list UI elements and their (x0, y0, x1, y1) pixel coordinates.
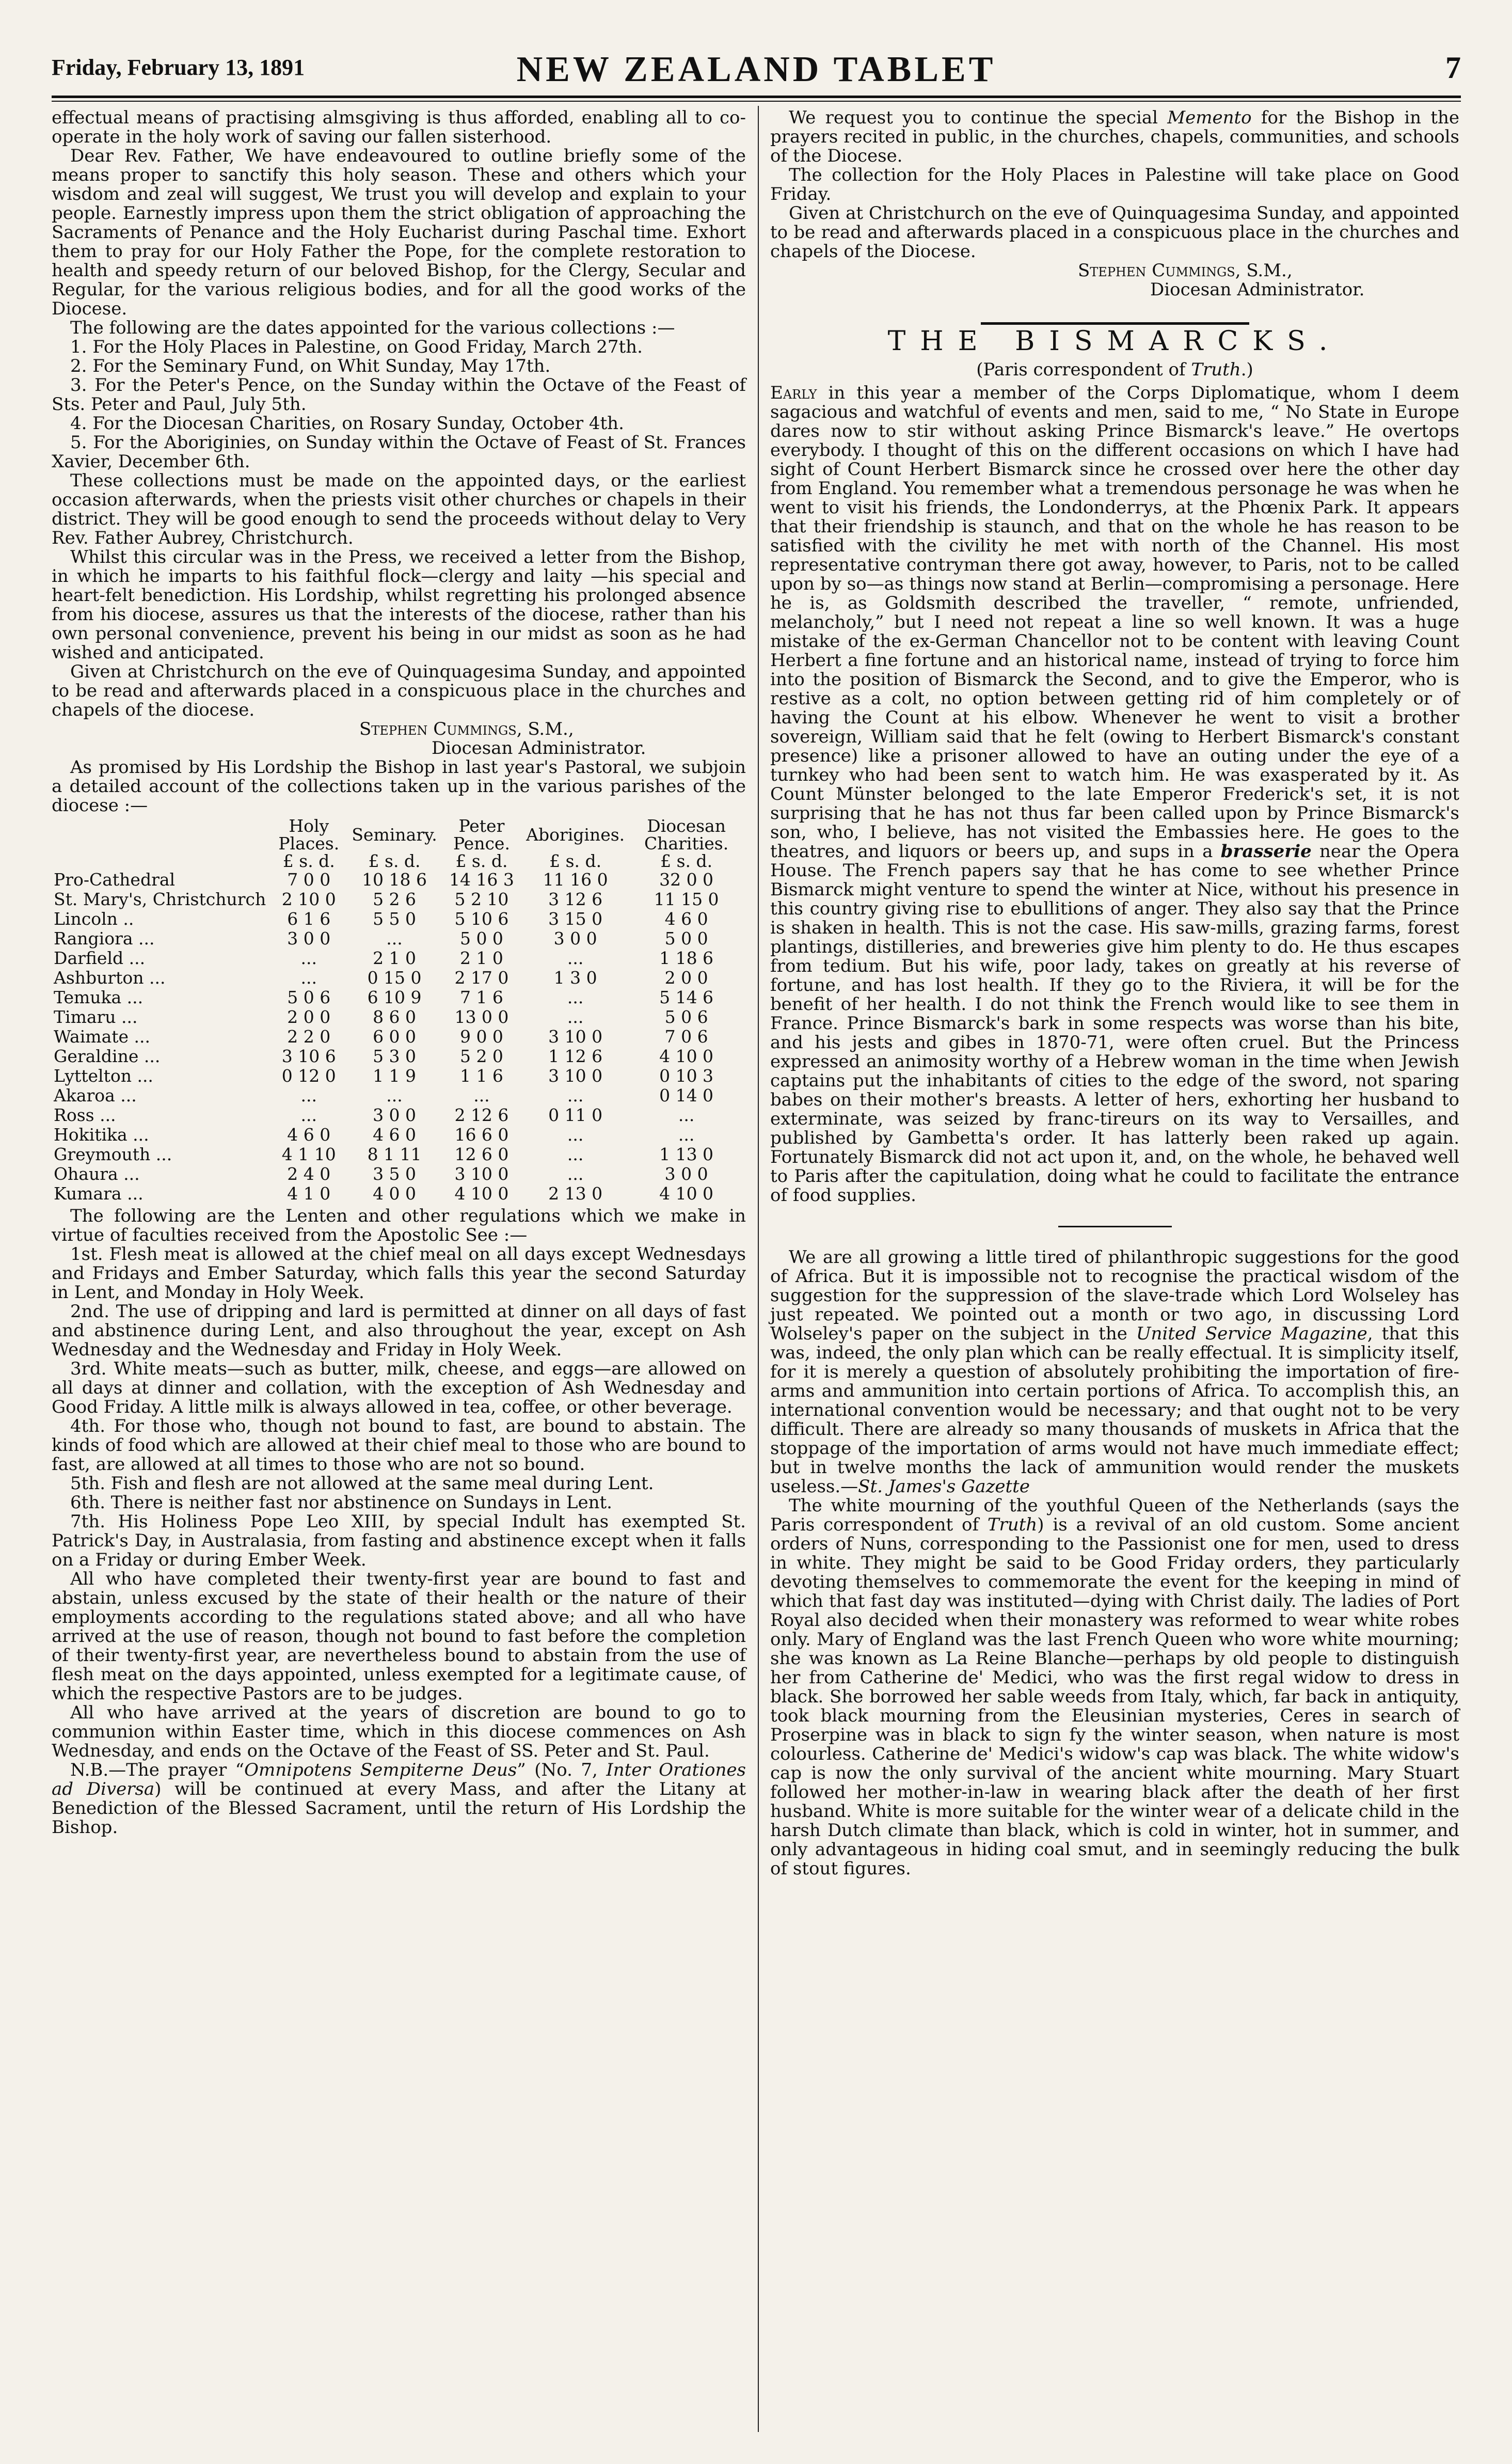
parish-name: Rangiora ... (54, 928, 155, 949)
table-row (52, 890, 746, 909)
collection-amount: 16 6 0 (454, 1125, 509, 1145)
right-column (770, 108, 1459, 1878)
collection-amount: 0 11 0 (548, 1105, 603, 1125)
currency-unit: £ s. d. (549, 851, 602, 871)
collection-amount: 2 13 0 (548, 1183, 603, 1204)
collection-amount: 2 4 0 (287, 1164, 331, 1184)
collection-amount: 0 15 0 (367, 968, 422, 988)
collection-amount: 1 1 9 (373, 1066, 417, 1086)
parish-name: Darfield ... (54, 948, 146, 968)
table-row (52, 968, 746, 988)
collection-amount: 6 10 9 (367, 987, 422, 1007)
collection-amount: 4 1 10 (281, 1144, 336, 1164)
table-header: Holy Places. (278, 816, 340, 854)
column-divider (758, 106, 759, 2432)
collection-amount: 9 0 0 (459, 1026, 503, 1047)
collection-amount: ... (473, 1085, 490, 1105)
collection-amount: ... (300, 948, 317, 968)
currency-unit: £ s. d. (660, 851, 713, 871)
collection-amount: 5 0 0 (459, 928, 503, 949)
table-row (52, 1047, 746, 1066)
collection-amount: 3 15 0 (548, 909, 603, 929)
collection-amount: 1 1 6 (459, 1066, 503, 1086)
page-header (52, 49, 1461, 96)
currency-unit: £ s. d. (455, 851, 508, 871)
table-row (52, 1125, 746, 1145)
collection-amount: 13 0 0 (454, 1007, 509, 1027)
collection-amount: 3 0 0 (664, 1164, 708, 1184)
signature-title: Diocesan Administrator. (1150, 279, 1365, 300)
collection-amount: ... (567, 987, 584, 1007)
collection-amount: 4 1 0 (287, 1183, 331, 1204)
table-row (52, 1007, 746, 1027)
section-rule-short (1058, 1226, 1172, 1227)
parish-name: Lyttelton ... (54, 1066, 153, 1086)
collection-amount: ... (678, 1105, 695, 1125)
collection-amount: 3 10 0 (548, 1066, 603, 1086)
collection-amount: 3 5 0 (373, 1164, 417, 1184)
collection-amount: 5 3 0 (373, 1046, 417, 1066)
collection-amount: ... (386, 1085, 403, 1105)
collection-amount: 1 13 0 (659, 1144, 714, 1164)
collection-amount: 2 17 0 (454, 968, 509, 988)
collection-amount: 3 0 0 (553, 928, 597, 949)
parish-name: Ashburton ... (54, 968, 166, 988)
parish-name: Lincoln .. (54, 909, 134, 929)
collection-amount: 4 6 0 (664, 909, 708, 929)
table-row (52, 1027, 746, 1047)
table-row (52, 909, 746, 929)
table-header: Aborigines. (526, 825, 625, 845)
parish-name: Akaroa ... (54, 1085, 137, 1105)
parish-name: Hokitika ... (54, 1125, 149, 1145)
masthead-title: NEW ZEALAND TABLET (516, 50, 996, 89)
regulation: 4th. For those who, though not bound to fast, are bound to abstain. The kinds of food which are allowed at their chief meal to those who are bound to fast, are allowed at all times to those who are not so bound. (52, 1416, 746, 1475)
regulation: 1st. Flesh meat is allowed at the chief meal on all days except Wednesdays and Fridays and Ember Saturday, which falls this year the second Saturday in Lent, and Monday in Holy Week. (52, 1244, 746, 1303)
collection-date-item: 2. For the Seminary Fund, on Whit Sunday, May 17th. (70, 356, 551, 376)
collection-amount: 3 0 0 (287, 928, 331, 949)
table-row (52, 1184, 746, 1204)
collection-amount: 3 10 0 (454, 1164, 509, 1184)
byline: (Paris correspondent of Truth.) (976, 359, 1253, 380)
article-title: THE BISMARCKS. (887, 326, 1342, 357)
collection-amount: ... (567, 1125, 584, 1145)
collection-amount: 0 12 0 (281, 1066, 336, 1086)
regulation: 7th. His Holiness Pope Leo XIII, by special Indult has exempted St. Patrick's Day, in Australasia, from fasting and abstinence except when it falls on a Friday or during Ember Week. (52, 1511, 746, 1570)
parish-name: Kumara ... (54, 1183, 144, 1204)
currency-unit: £ s. d. (282, 851, 335, 871)
table-row (52, 949, 746, 968)
collection-amount: 5 5 0 (373, 909, 417, 929)
collection-amount: 2 1 0 (459, 948, 503, 968)
collection-amount: 5 0 0 (664, 928, 708, 949)
table-header: Peter Pence. (453, 816, 510, 854)
collection-amount: 2 0 0 (664, 968, 708, 988)
collection-amount: 0 10 3 (659, 1066, 714, 1086)
paragraph: The white mourning of the youthful Queen of the Netherlands (says the Paris correspondent of Truth) is a revival of an old custom. Some ancient orders of Nuns, corresponding to the Passionist one for men, used to dress in white. They might be said to be Good Friday orders, they particularly devoting themselves to commemorate the event for the keeping in mind of which that fast day was instituted—dying with Christ daily. The ladies of Port Royal also decided when their monastery was reformed to wear white robes only. Mary of England was the last French Queen who wore white mourning; she was known as La Reine Blanche—perhaps by old people to distinguish her from Catherine de' Medici, who was the first regal widow to dress in black. She borrowed her sable weeds from Italy, which, far back in antiquity, took black mourning from the Eleusinian mysteries, Ceres in search of Proserpine was in black to sign fy the winter season, when nature is most colourless. Catherine de' Medici's widow's cap was black. The white widow's cap is now the only survival of the ancient white mourning. Mary Stuart followed her mother-in-law in wearing black after the death of her first husband. White is more suitable for the winter wear of a delicate child in the harsh Dutch climate than black, which is cold in winter, hot in summer, and only advantageous in hiding coal smut, and in seemingly reducing the bulk of stout figures. (770, 1495, 1459, 1879)
paragraph: effectual means of practising almsgiving is thus afforded, enabling all to co-operate in the holy work of saving our fallen sisterhood. (52, 107, 746, 147)
collection-date-item: 3. For the Peter's Pence, on the Sunday within the Octave of the Feast of Sts. Peter and Paul, July 5th. (52, 375, 746, 415)
collection-amount: 4 10 0 (659, 1183, 714, 1204)
paragraph: Given at Christchurch on the eve of Quinquagesima Sunday, and appointed to be read and afterwards placed in a conspicuous place in the churches and chapels of the diocese. (52, 661, 746, 720)
collection-amount: 4 6 0 (287, 1125, 331, 1145)
paragraph: Given at Christchurch on the eve of Quinquagesima Sunday, and appointed to be read and afterwards placed in a conspicuous place in the churches and chapels of the Diocese. (770, 203, 1459, 262)
regulation: 2nd. The use of dripping and lard is permitted at dinner on all days of fast and abstinence during Lent, and also throughout the year, except on Ash Wednesday and the Wednesday and Friday in Holy Week. (52, 1301, 746, 1360)
parish-name: Temuka ... (54, 987, 144, 1007)
table-row (52, 870, 746, 890)
collection-date-item: 4. For the Diocesan Charities, on Rosary Sunday, October 4th. (70, 413, 624, 434)
collection-amount: 2 10 0 (281, 889, 336, 909)
collection-amount: 4 6 0 (373, 1125, 417, 1145)
collection-amount: ... (567, 948, 584, 968)
paragraph: The collection for the Holy Places in Palestine will take place on Good Friday. (770, 165, 1459, 204)
collection-amount: 0 14 0 (659, 1085, 714, 1105)
collection-amount: ... (300, 1085, 317, 1105)
collection-amount: 5 0 6 (664, 1007, 708, 1027)
paragraph: All who have arrived at the years of discretion are bound to go to communion within Easter time, which in this diocese commences on Ash Wednesday, and ends on the Octave of the Feast of SS. Peter and St. Paul. (52, 1702, 746, 1761)
collection-amount: 5 0 6 (287, 987, 331, 1007)
paragraph: Whilst this circular was in the Press, we received a letter from the Bishop, in which he imparts to his faithful flock—clergy and laity —his special and heart-felt benediction. His Lordship, whilst regretting his prolonged absence from his diocese, assures us that the interests of the diocese, rather than his own personal convenience, prevent his being in our midst as soon as he had wished and anticipated. (52, 547, 746, 663)
table-row (52, 1105, 746, 1125)
paragraph: The following are the Lenten and other regulations which we make in virtue of faculties received from the Apostolic See :— (52, 1206, 746, 1245)
collection-amount: ... (567, 1007, 584, 1027)
collection-amount: 7 1 6 (459, 987, 503, 1007)
regulation: 3rd. White meats—such as butter, milk, cheese, and eggs—are allowed on all days at dinner and collation, with the exception of Ash Wednesday and Good Friday. A little milk is always allowed in tea, coffee, or other beverage. (52, 1359, 746, 1417)
left-column (52, 108, 746, 1837)
parish-name: Ross ... (54, 1105, 116, 1125)
table-row (52, 1164, 746, 1184)
paragraph: The following are the dates appointed for the various collections :— (70, 318, 675, 338)
parish-name: Ohaura ... (54, 1164, 140, 1184)
paragraph: As promised by His Lordship the Bishop in last year's Pastoral, we subjoin a detailed account of the collections taken up in the various parishes of the diocese :— (52, 757, 746, 816)
collection-amount: ... (567, 1085, 584, 1105)
collection-amount: 3 10 0 (548, 1026, 603, 1047)
parish-name: Waimate ... (54, 1026, 150, 1047)
collection-amount: 5 10 6 (454, 909, 509, 929)
collection-amount: 11 16 0 (543, 870, 608, 890)
collection-amount: ... (386, 928, 403, 949)
collection-amount: 12 6 0 (454, 1144, 509, 1164)
paragraph: Dear Rev. Father, We have endeavoured to outline briefly some of the means proper to sanctify this holy season. These and others which your wisdom and zeal will suggest, We trust you will develop and explain to your people. Earnestly impress upon them the strict obligation of approaching the Sacraments of Penance and the Holy Eucharist during Paschal time. Exhort them to pray for our Holy Father the Pope, for the complete restoration to health and speedy return of our beloved Bishop, for the Clergy, Secular and Regular, for the various religious bodies, and for all the good works of the Diocese. (52, 146, 746, 319)
header-rule (52, 96, 1461, 98)
table-header: Seminary. (352, 825, 437, 845)
collection-amount: 2 2 0 (287, 1026, 331, 1047)
collection-date-item: 1. For the Holy Places in Palestine, on Good Friday, March 27th. (70, 337, 643, 357)
paragraph: These collections must be made on the appointed days, or the earliest occasion afterwards, when the priests visit other churches or chapels in their district. They will be good enough to send the proceeds without delay to Very Rev. Father Aubrey, Christchurch. (52, 470, 746, 548)
collection-amount: 8 6 0 (373, 1007, 417, 1027)
collection-amount: 2 12 6 (454, 1105, 509, 1125)
collection-amount: ... (567, 1164, 584, 1184)
collection-amount: 5 2 10 (454, 889, 509, 909)
collection-amount: 14 16 3 (449, 870, 514, 890)
parish-name: Timaru ... (54, 1007, 138, 1027)
collection-amount: 11 15 0 (654, 889, 719, 909)
collection-amount: 3 12 6 (548, 889, 603, 909)
collection-amount: 1 3 0 (553, 968, 597, 988)
collection-amount: 4 0 0 (373, 1183, 417, 1204)
collection-amount: 8 1 11 (367, 1144, 422, 1164)
table-header: Diocesan Charities. (644, 816, 729, 854)
collection-amount: 5 2 6 (373, 889, 417, 909)
collection-amount: 1 12 6 (548, 1046, 603, 1066)
paragraph: All who have completed their twenty-first year are bound to fast and abstain, unless excused by the state of their health or the nature of their employments according to the regulations stated above; and all who have arrived at the use of reason, though not bound to fast before the completion of their twenty-first year, are nevertheless bound to abstain from the use of flesh meat on the days appointed, unless exempted for a legitimate cause, of which the respective Pastors are to be judges. (52, 1569, 746, 1704)
collection-amount: 32 0 0 (659, 870, 714, 890)
collection-amount: 3 10 6 (281, 1046, 336, 1066)
collection-amount: ... (567, 1144, 584, 1164)
table-body (52, 870, 746, 1204)
signature-title: Diocesan Administrator. (432, 738, 646, 759)
collection-amount: ... (300, 1105, 317, 1125)
collection-amount: 2 0 0 (287, 1007, 331, 1027)
nb-paragraph: N.B.—The prayer “Omnipotens Sempiterne Deus” (No. 7, Inter Orationes ad Diversa) will be continued at every Mass, and after the Litany at Benediction of the Blessed Sacrament, until the return of His Lordship the Bishop. (52, 1760, 746, 1838)
collection-amount: 1 18 6 (659, 948, 714, 968)
collection-amount: 7 0 0 (287, 870, 331, 890)
collection-amount: 6 0 0 (373, 1026, 417, 1047)
paragraph: We request you to continue the special Memento for the Bishop in the prayers recited in public, in the churches, chapels, communities, and schools of the Diocese. (770, 107, 1459, 166)
table-row (52, 1066, 746, 1086)
collection-amount: 5 14 6 (659, 987, 714, 1007)
parish-name: Greymouth ... (54, 1144, 172, 1164)
collection-amount: 3 0 0 (373, 1105, 417, 1125)
paragraph: We are all growing a little tired of philanthropic suggestions for the good of Africa. But it is impossible not to recognise the practical wisdom of the suggestion for the suppression of the slave-trade which Lord Wolseley has just repeated. We pointed out a month or two ago, in discussing Lord Wolseley's paper on the subject in the United Service Magazine, that this was, indeed, the only plan which can be really effectual. It is simplicity itself, for it is merely a question of absolutely prohibiting the importation of fire-arms and ammunition into certain portions of Africa. To accomplish this, an international convention would be necessary; and that ought not to be very difficult. There are already so many thousands of muskets in Africa that the stoppage of the importation of arms would not have much immediate effect; but in twelve months the lack of ammunition would render the muskets useless.—St. James's Gazette (770, 1247, 1460, 1497)
signature-name: Stephen Cummings, S.M., (359, 719, 574, 739)
collection-amount: 2 1 0 (373, 948, 417, 968)
collection-amount: 4 10 0 (454, 1183, 509, 1204)
signature-name: Stephen Cummings, S.M., (1078, 260, 1293, 281)
table-row (52, 1086, 746, 1105)
collection-amount: 10 18 6 (362, 870, 427, 890)
collection-amount: 4 10 0 (659, 1046, 714, 1066)
issue-date: Friday, February 13, 1891 (52, 55, 305, 80)
collection-amount: ... (300, 968, 317, 988)
parish-name: Geraldine ... (54, 1046, 161, 1066)
parish-name: St. Mary's, Christchurch (54, 889, 266, 909)
article-body: Early in this year a member of the Corps Diplomatique, whom I deem sagacious and watchful of events and men, said to me, “ No State in Europe dares now to stir without asking Prince Bismarck's leave.” He overtops everybody. I thought of this on the different occasions on which I have had sight of Count Herbert Bismarck since he crossed over here the other day from England. You remember what a tremendous personage he was when he went to visit his friends, the Londonderrys, at the Phœnix Park. It appears that their friendship is staunch, and that on the whole he has reason to be satisfied with the civility he met with north of the Channel. His most representative contryman there got away, however, to Paris, not to be called upon by so—as things now stand at Berlin—compromising a personage. Here he is, as Goldsmith described the traveller, “ remote, unfriended, melancholy,” but I need not repeat a line so well known. It was a huge mistake of the ex-German Chancellor not to be content with leaving Count Herbert a fine fortune and an historical name, instead of trying to force him into the position of Bismarck the Second, and to give the Emperor, who is restive as a colt, no option between getting rid of him completely or of having the Count at his elbow. Whenever he went to visit a brother sovereign, William said that he felt (owing to Herbert Bismarck's constant presence) like a prisoner allowed to have an outing under the eye of a turnkey who had been sent to watch him. He was exasperated by it. As Count Münster belonged to the late Emperor Frederick's set, it is not surprising that he has not thus far been called upon by Prince Bismarck's son, who, I believe, has not visited the Embassies here. He goes to the theatres, and liquors or beers up, and sups in a brasserie near the Opera House. The French papers say that he has come to see whether Prince Bismarck might venture to spend the winter at Nice, without his presence in this country giving rise to ebullitions of anger. They also say that the Prince is shaken in health. This is not the case. His saw-mills, grazing farms, forest plantings, distilleries, and breweries give him plenty to do. He thus escapes from tedium. But his wife, poor lady, takes on greatly at his reverse of fortune, and has lost health. If they go to the Riviera, it will be for the benefit of her health. I do not think the French would like to see them in France. Prince Bismarck's bark in some respects was worse than his bite, and his jests and gibes in 1870-71, were often cruel. But the Princess expressed an animosity worthy of a Hebrew woman in the time when Jewish captains put the inhabitants of cities to the edge of the sword, not sparing babes on their mother's breasts. A letter of hers, exhorting her husband to exterminate, was seized by franc-tireurs on its way to Versailles, and published by Gambetta's order. It has latterly been raked up again. Fortunately Bismarck did not act upon it, and, on the whole, he behaved well to Paris after the capitulation, doing what he could to facilitate the entrance of food supplies. (770, 383, 1459, 1206)
regulation: 5th. Fish and flesh are not allowed at the same meal during Lent. (70, 1473, 654, 1494)
collection-amount: ... (678, 1125, 695, 1145)
collection-date-item: 5. For the Aboriginies, on Sunday within the Octave of Feast of St. Frances Xavier, December 6th. (52, 432, 746, 472)
page-number: 7 (1445, 51, 1461, 85)
table-row (52, 988, 746, 1007)
collections-table (52, 817, 746, 1204)
table-row (52, 929, 746, 949)
currency-unit: £ s. d. (368, 851, 421, 871)
parish-name: Pro-Cathedral (54, 870, 176, 890)
header-rule-thin (52, 101, 1461, 102)
regulation: 6th. There is neither fast nor abstinence on Sundays in Lent. (70, 1492, 612, 1513)
collection-amount: 5 2 0 (459, 1046, 503, 1066)
table-row (52, 1145, 746, 1164)
collection-amount: 7 0 6 (664, 1026, 708, 1047)
section-rule (981, 322, 1249, 325)
collection-amount: 6 1 6 (287, 909, 331, 929)
